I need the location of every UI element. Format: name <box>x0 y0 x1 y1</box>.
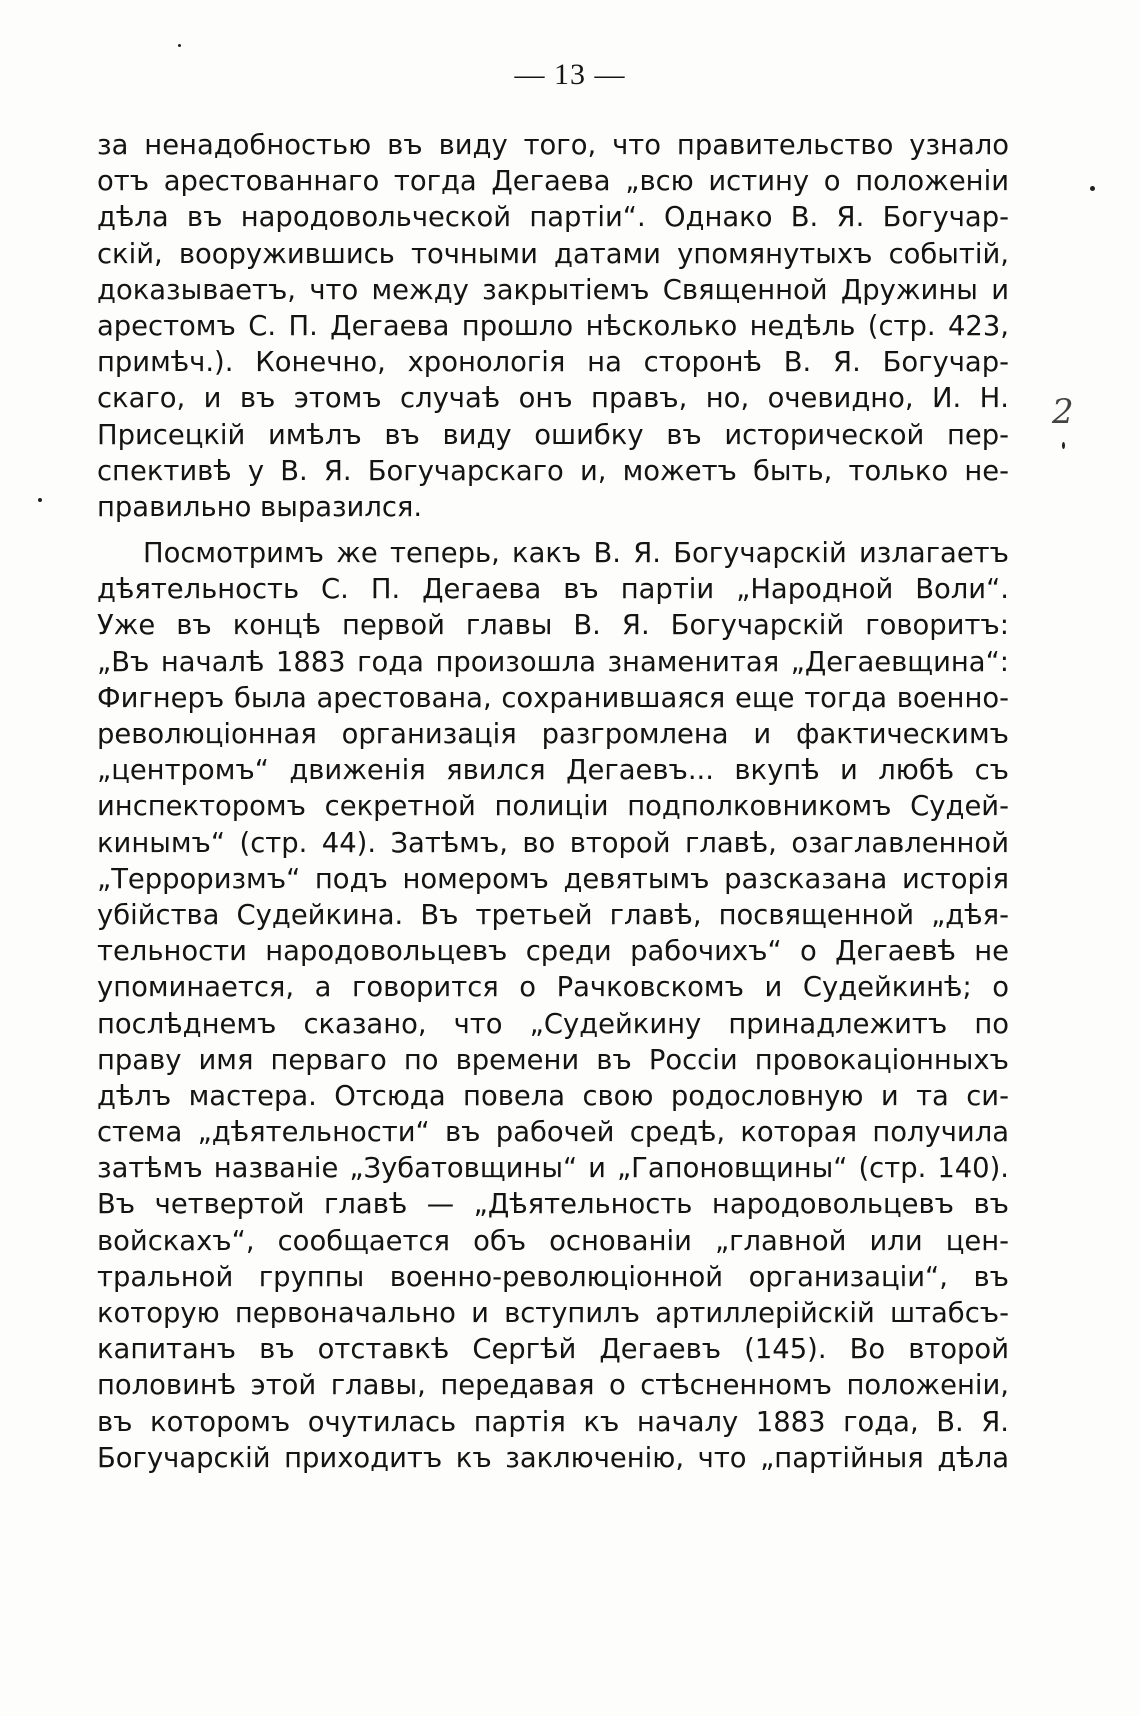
handwritten-margin-note: 2 <box>1052 392 1074 432</box>
text-line: войскахъ“, сообщается объ основанiи „главной или цен- <box>97 1225 1009 1257</box>
text-line: тельности народовольцевъ среди рабочихъ“ о Дегаевѣ не <box>97 936 1009 968</box>
text-line: которую первоначально и вступилъ артиллерiйскiй штабсъ- <box>97 1298 1009 1329</box>
text-line: упоминается, а говорится о Рачковскомъ и Судейкинѣ; о <box>97 972 1009 1004</box>
text-line: за ненадобностью въ виду того, что правительство узнало <box>97 130 1009 161</box>
text-line: Посмотримъ же теперь, какъ В. Я. Богучарскiй излагаетъ <box>143 538 1009 570</box>
text-line: скiй, вооружившись точными датами упомянутыхъ событiй, <box>97 238 1009 270</box>
body-text <box>97 128 1009 1477</box>
text-line: доказываетъ, что между закрытiемъ Священной Дружины и <box>97 274 1009 306</box>
text-line: революцiонная организацiя разгромлена и фактическимъ <box>97 719 1009 750</box>
text-line: примѣч.). Конечно, хронологiя на сторонѣ В. Я. Богучар- <box>97 347 1009 379</box>
ink-speck <box>38 498 42 502</box>
text-line: дѣлъ мастера. Отсюда повела свою родословную и та си- <box>97 1080 1009 1112</box>
text-line: Уже въ концѣ первой главы В. Я. Богучарскiй говоритъ: <box>97 610 1009 642</box>
text-line: скаго, и въ этомъ случаѣ онъ правъ, но, очевидно, И. Н. <box>97 383 1009 415</box>
text-line: инспекторомъ секретной полицiи подполковникомъ Судей- <box>97 791 1009 823</box>
ink-speck <box>178 44 181 47</box>
text-line: половинѣ этой главы, передавая о стѣсненномъ положенiи, <box>97 1370 1009 1402</box>
paragraph-gap <box>97 526 1009 536</box>
ink-speck <box>1090 186 1095 191</box>
text-line: „Въ началѣ 1883 года произошла знаменитая „Дегаевщина“: <box>97 646 1009 678</box>
text-line: Присецкiй имѣлъ въ виду ошибку въ исторической пер- <box>97 419 1009 451</box>
text-line: затѣмъ названiе „Зубатовщины“ и „Гапоновщины“ (стр. 140). <box>97 1153 1009 1185</box>
text-line: „Терроризмъ“ подъ номеромъ девятымъ разсказана исторiя <box>97 863 1009 895</box>
text-line: спективѣ у В. Я. Богучарскаго и, можетъ быть, только не- <box>97 455 1009 487</box>
text-line: стема „дѣятельности“ въ рабочей средѣ, которая получила <box>97 1117 1009 1149</box>
text-line: Въ четвертой главѣ — „Дѣятельность народовольцевъ въ <box>97 1189 1009 1221</box>
text-line: дѣятельность С. П. Дегаева въ партiи „Народной Воли“. <box>97 574 1009 606</box>
page-number: — 13 — <box>514 58 626 91</box>
text-line: дѣла въ народовольческой партiи“. Однако В. Я. Богучар- <box>97 202 1009 234</box>
text-line: правильно выразился. <box>97 491 423 523</box>
text-line: Богучарскiй приходитъ къ заключенiю, что „партiйныя дѣла <box>97 1442 1009 1474</box>
ink-speck <box>1062 442 1065 449</box>
text-line: арестомъ С. П. Дегаева прошло нѣсколько недѣль (стр. 423, <box>97 310 1009 342</box>
text-line: послѣднемъ сказано, что „Судейкину принадлежитъ по <box>97 1008 1009 1040</box>
text-line: праву имя перваго по времени въ Россiи провокацiонныхъ <box>97 1044 1009 1076</box>
text-line: капитанъ въ отставкѣ Сергѣй Дегаевъ (145). Во второй <box>97 1334 1009 1366</box>
text-line: „центромъ“ движенiя явился Дегаевъ... вкупѣ и любѣ съ <box>97 755 1009 787</box>
text-line: отъ арестованнаго тогда Дегаева „всю истину о положенiи <box>97 166 1009 198</box>
text-line: кинымъ“ (стр. 44). Затѣмъ, во второй главѣ, озаглавленной <box>97 827 1009 859</box>
text-line: въ которомъ очутилась партiя къ началу 1883 года, В. Я. <box>97 1406 1009 1438</box>
text-line: Фигнеръ была арестована, сохранившаяся еще тогда военно- <box>97 682 1009 714</box>
text-line: тральной группы военно-революцiонной организацiи“, въ <box>97 1261 1009 1293</box>
text-line: убiйства Судейкина. Въ третьей главѣ, посвященной „дѣя- <box>97 899 1009 931</box>
